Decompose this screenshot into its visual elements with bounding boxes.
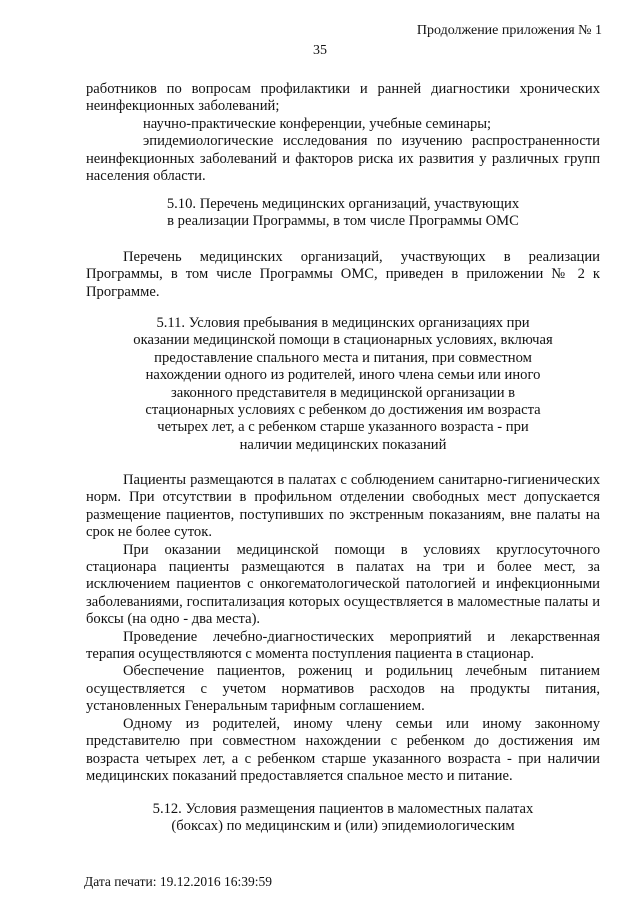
paragraph: Одному из родителей, иному члену семьи или иному законному представителю при совместном нахождении с ребенком до достижения им возраста четырех лет, а с ребенком старше указанного возраста - при наличии медицинских показаний предоставляется спальное место и питание. (86, 715, 600, 784)
paragraph: эпидемиологические исследования по изучению распространенности неинфекционных заболеваний и факторов риска их развития у различных групп населения области. (86, 133, 600, 185)
heading-line: 5.10. Перечень медицинских организаций, участвующих (166, 196, 520, 212)
heading-line: четырех лет, а с ребенком старше указанного возраста - при (157, 419, 529, 436)
paragraph: работников по вопросам профилактики и ранней диагностики хронических неинфекционных заболеваний; (86, 81, 600, 115)
page-number: 35 (313, 43, 327, 58)
paragraph: Проведение лечебно-диагностических мероприятий и лекарственная терапия осуществляются с момента поступления пациента в стационар. (86, 628, 600, 663)
heading-line: (боксах) по медицинским и (или) эпидемиологическим (171, 818, 515, 835)
paragraph: Перечень медицинских организаций, участвующих в реализации Программы, в том числе Программы ОМС, приведен в приложении № 2 к Программе. (86, 249, 600, 300)
paragraph: научно-практические конференции, учебные семинары; (143, 115, 492, 132)
heading-line: законного представителя в медицинской организации в (170, 384, 516, 401)
paragraph: Обеспечение пациентов, рожениц и родильниц лечебным питанием осуществляется с учетом нормативов расходов на продукты питания, установленных Генеральным тарифным соглашением. (86, 663, 600, 715)
section-heading-5-12 (86, 801, 600, 836)
print-date: Дата печати: 19.12.2016 16:39:59 (84, 874, 272, 889)
heading-line: предоставление спального места и питания, при совместном (154, 349, 532, 366)
paragraph: Пациенты размещаются в палатах с соблюдением санитарно-гигиенических норм. При отсутствии в профильном отделении свободных мест допускается размещение пациентов, поступивших по экстренным показаниям, вне палаты на срок не более суток. (86, 472, 600, 541)
heading-line: 5.12. Условия размещения пациентов в маломестных палатах (152, 801, 534, 817)
heading-line: оказании медицинской помощи в стационарных условиях, включая (133, 332, 553, 349)
heading-line: наличии медицинских показаний (239, 436, 447, 453)
section-body-5-10 (86, 249, 600, 301)
section-heading-5-11 (86, 315, 600, 454)
section-heading-5-10 (86, 196, 600, 231)
appendix-continuation-label: Продолжение приложения № 1 (416, 23, 602, 38)
paragraph: При оказании медицинской помощи в условиях круглосуточного стационара пациенты размещаются в палатах на три и более мест, за исключением пациентов с онкогематологической патологией и инфекционными заболеваниями, госпитализация которых осуществляется в маломестные палаты и боксы (на одно - два места). (86, 541, 600, 628)
intro-block (86, 81, 600, 185)
heading-line: стационарных условиях с ребенком до достижения им возраста (145, 402, 541, 419)
section-body-5-11 (86, 472, 600, 785)
heading-line: в реализации Программы, в том числе Программы ОМС (167, 213, 519, 230)
heading-line: 5.11. Условия пребывания в медицинских организациях при (156, 315, 530, 331)
heading-line: нахождении одного из родителей, иного члена семьи или иного (145, 367, 541, 384)
